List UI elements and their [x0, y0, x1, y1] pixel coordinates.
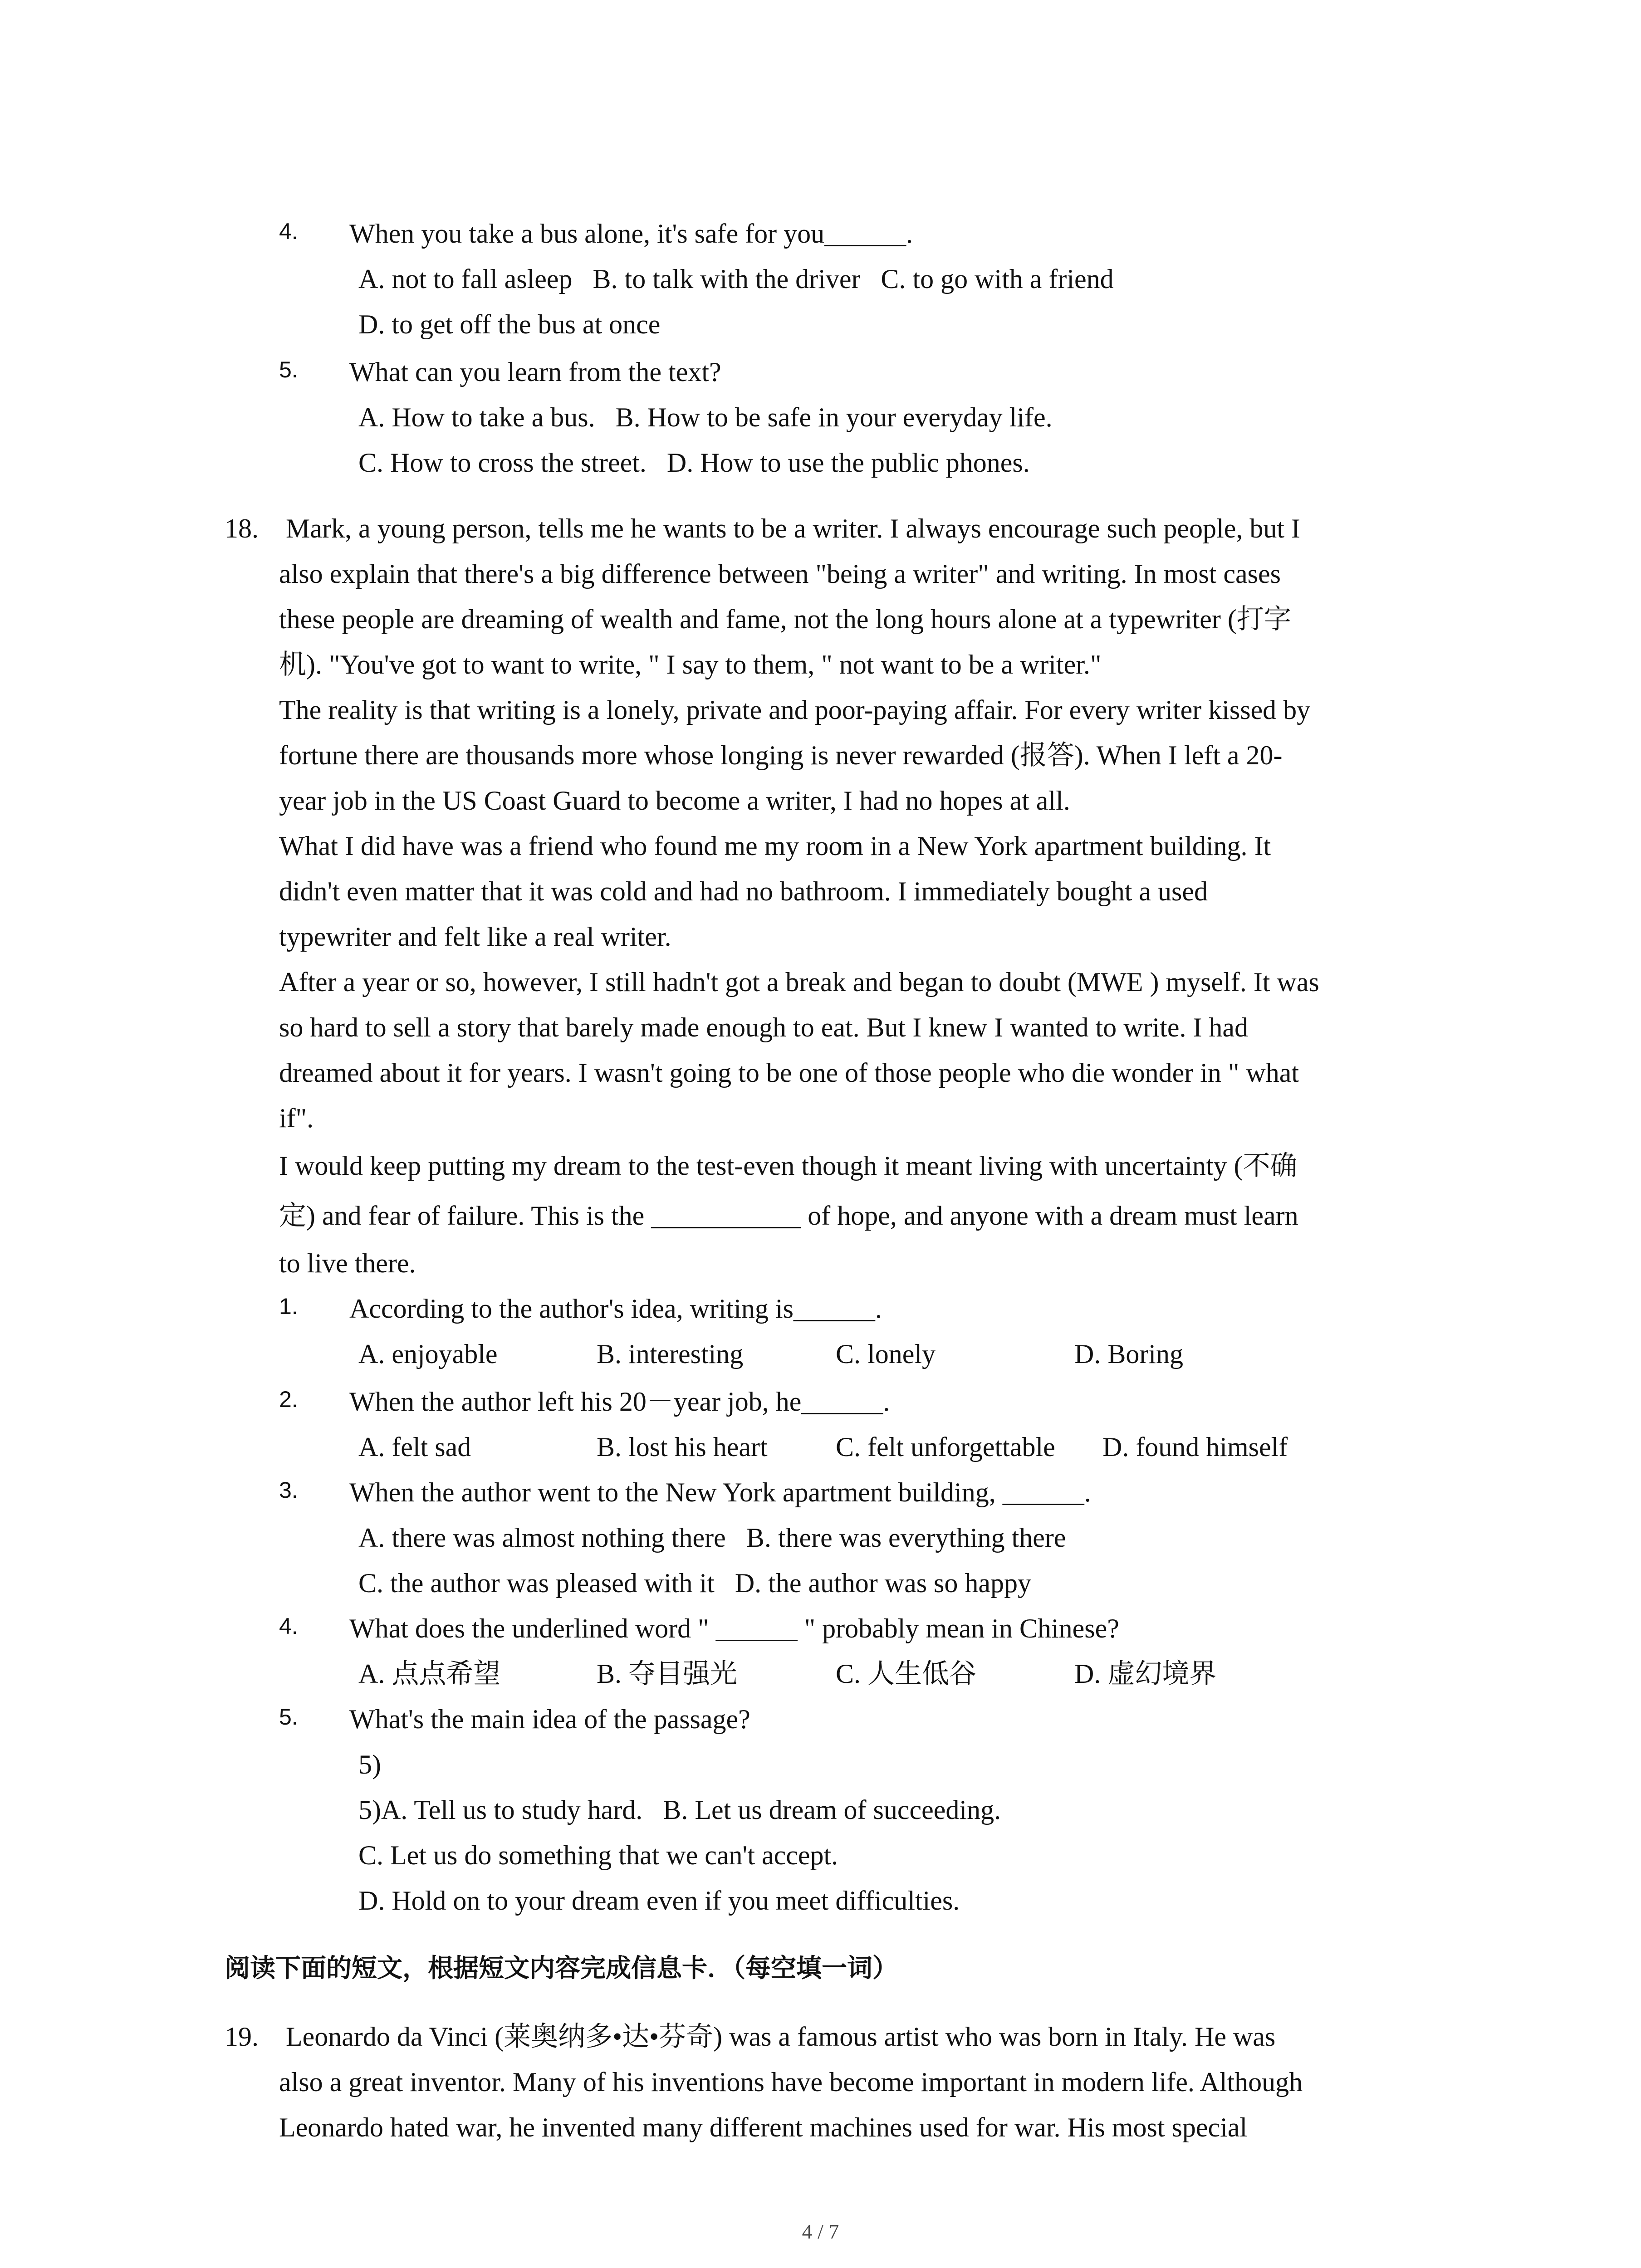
option: C. felt unforgettable: [836, 1432, 1055, 1462]
passage-line: fortune there are thousands more whose longing is never rewarded (报答). When I left a 20-: [279, 740, 1283, 770]
option: D. found himself: [1102, 1432, 1288, 1462]
question-number: 18.: [225, 513, 259, 543]
question-text: When the author went to the New York apartment building, ______.: [349, 1477, 1091, 1507]
passage-line: typewriter and felt like a real writer.: [279, 922, 671, 952]
passage-line: year job in the US Coast Guard to become a writer, I had no hopes at all.: [279, 786, 1070, 816]
passage-line: 定) and fear of failure. This is the ___________ of hope, and anyone with a dream must learn: [279, 1201, 1298, 1231]
passage-line: The reality is that writing is a lonely, private and poor-paying affair. For every writer kissed by: [279, 695, 1311, 725]
passage-line: also explain that there's a big difference between "being a writer" and writing. In most cases: [279, 559, 1281, 589]
section-heading: 阅读下面的短文，根据短文内容完成信息卡．（每空填一词）: [225, 1954, 898, 1983]
question-number: 4.: [279, 1613, 298, 1639]
options-line: C. the author was pleased with it D. the author was so happy: [358, 1568, 1032, 1598]
passage-line: 机). "You've got to want to write, " I say to them, " not want to be a writer.": [279, 650, 1102, 679]
passage-line: Mark, a young person, tells me he wants to be a writer. I always encourage such people, but I: [286, 513, 1300, 543]
passage-line: these people are dreaming of wealth and fame, not the long hours alone at a typewriter (打字: [279, 604, 1291, 634]
passage-line: dreamed about it for years. I wasn't going to be one of those people who die wonder in " what: [279, 1058, 1299, 1088]
question-number: 19.: [225, 2022, 259, 2052]
question-text: According to the author's idea, writing is______.: [349, 1294, 882, 1324]
option: C. 人生低谷: [836, 1659, 977, 1689]
question-text: What's the main idea of the passage?: [349, 1704, 750, 1734]
passage-line: Leonardo da Vinci (莱奥纳多•达•芬奇) was a famous artist who was born in Italy. He was: [286, 2022, 1276, 2052]
option: B. 夺目强光: [597, 1659, 738, 1689]
passage-line: After a year or so, however, I still hadn't got a break and began to doubt (MWE ) myself. It was: [279, 967, 1319, 997]
option: A. enjoyable: [358, 1339, 498, 1369]
question-number: 5.: [279, 357, 298, 382]
option: D. 虚幻境界: [1074, 1659, 1217, 1689]
options-line: C. How to cross the street. D. How to use the public phones.: [358, 448, 1030, 478]
passage-line: Leonardo hated war, he invented many different machines used for war. His most special: [279, 2112, 1248, 2142]
option: A. 点点希望: [358, 1659, 501, 1689]
option: A. felt sad: [358, 1432, 471, 1462]
options-line: D. Hold on to your dream even if you meet difficulties.: [358, 1886, 960, 1916]
options-line: A. there was almost nothing there B. there was everything there: [358, 1523, 1066, 1553]
passage-line: so hard to sell a story that barely made enough to eat. But I knew I wanted to write. I had: [279, 1012, 1249, 1042]
question-text: What can you learn from the text?: [349, 357, 721, 387]
question-text: What does the underlined word " ______ " probably mean in Chinese?: [349, 1613, 1119, 1643]
question-number: 3.: [279, 1477, 298, 1503]
question-text: When you take a bus alone, it's safe for you______.: [349, 219, 913, 249]
options-line: 5): [358, 1750, 381, 1779]
question-number: 4.: [279, 219, 298, 244]
passage-line: to live there.: [279, 1248, 416, 1278]
options-line: 5)A. Tell us to study hard. B. Let us dream of succeeding.: [358, 1795, 1001, 1825]
passage-line: What I did have was a friend who found me my room in a New York apartment building. It: [279, 831, 1271, 861]
question-number: 1.: [279, 1294, 298, 1319]
question-number: 2.: [279, 1387, 298, 1412]
question-text: When the author left his 20－year job, he______.: [349, 1387, 890, 1417]
option: D. Boring: [1074, 1339, 1183, 1369]
option: B. lost his heart: [597, 1432, 768, 1462]
option: C. lonely: [836, 1339, 936, 1369]
passage-line: didn't even matter that it was cold and had no bathroom. I immediately bought a used: [279, 876, 1208, 906]
passage-line: if".: [279, 1103, 314, 1133]
option: B. interesting: [597, 1339, 744, 1369]
options-line: D. to get off the bus at once: [358, 309, 661, 339]
options-line: C. Let us do something that we can't accept.: [358, 1840, 838, 1870]
page-number: 4 / 7: [802, 2220, 839, 2243]
passage-line: also a great inventor. Many of his inventions have become important in modern life. Although: [279, 2067, 1303, 2097]
passage-line: I would keep putting my dream to the test-even though it meant living with uncertainty (不确: [279, 1151, 1298, 1181]
options-line: A. How to take a bus. B. How to be safe in your everyday life.: [358, 402, 1053, 432]
options-line: A. not to fall asleep B. to talk with the driver C. to go with a friend: [358, 264, 1114, 294]
question-number: 5.: [279, 1704, 298, 1730]
